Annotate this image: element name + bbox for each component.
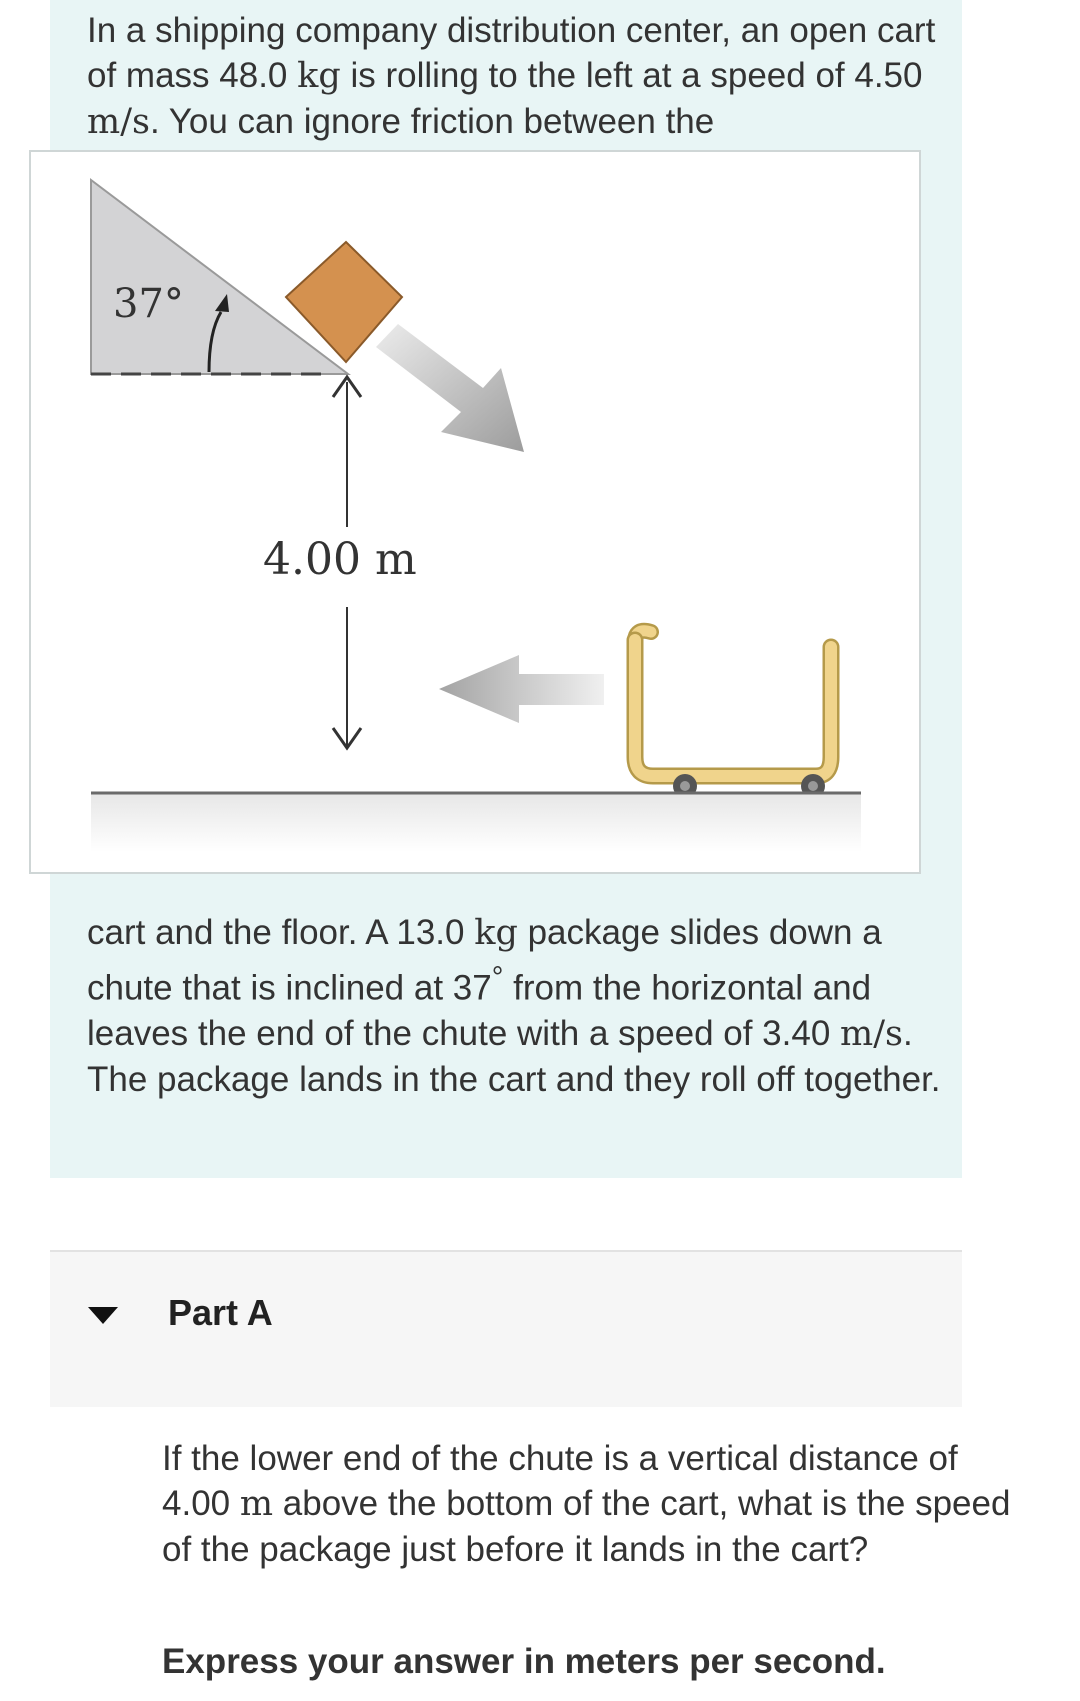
problem-text-segment: package slides down a chute that is inclined at 37 <box>87 913 882 1008</box>
problem-text-segment: . The package lands in the cart and they roll off together. <box>87 1013 941 1099</box>
cart-velocity-arrow <box>439 655 604 723</box>
question-text-segment: above the bottom of the cart, what is the speed of the package just before it lands in the cart? <box>162 1484 1011 1569</box>
unit-mps: m/s <box>840 1013 903 1054</box>
unit-kg: kg <box>474 913 518 953</box>
angle-label: 37° <box>113 281 184 327</box>
cart <box>635 631 831 798</box>
floor <box>91 792 861 852</box>
unit-kg: kg <box>297 56 341 96</box>
problem-text-segment: In a shipping company distribution center, an open cart of mass 48.0 <box>87 11 936 95</box>
part-a-question <box>162 1436 1022 1572</box>
problem-figure <box>29 150 921 874</box>
problem-text-segment: cart and the floor. A 13.0 <box>87 913 475 952</box>
problem-text-intro <box>87 8 947 145</box>
collapse-caret-icon[interactable] <box>88 1307 118 1324</box>
problem-text-segment: . You can ignore friction between the <box>149 102 715 141</box>
unit-m: m <box>239 1484 274 1524</box>
problem-text-segment: from the horizontal and leaves the end of the chute with a speed of 3.40 <box>87 968 872 1053</box>
problem-text-continued <box>87 910 947 1102</box>
figure-diagram <box>31 152 919 872</box>
degree-symbol: ° <box>491 962 504 994</box>
package-velocity-arrow <box>376 324 524 452</box>
answer-instruction: Express your answer in meters per second. <box>162 1642 886 1681</box>
question-text-segment: If the lower end of the chute is a vertical distance of 4.00 <box>162 1439 958 1523</box>
height-label: 4.00 m <box>263 534 417 585</box>
problem-text-segment: is rolling to the left at a speed of 4.50 <box>340 56 923 95</box>
unit-mps: m/s <box>87 102 150 142</box>
part-a-title[interactable]: Part A <box>168 1292 273 1333</box>
